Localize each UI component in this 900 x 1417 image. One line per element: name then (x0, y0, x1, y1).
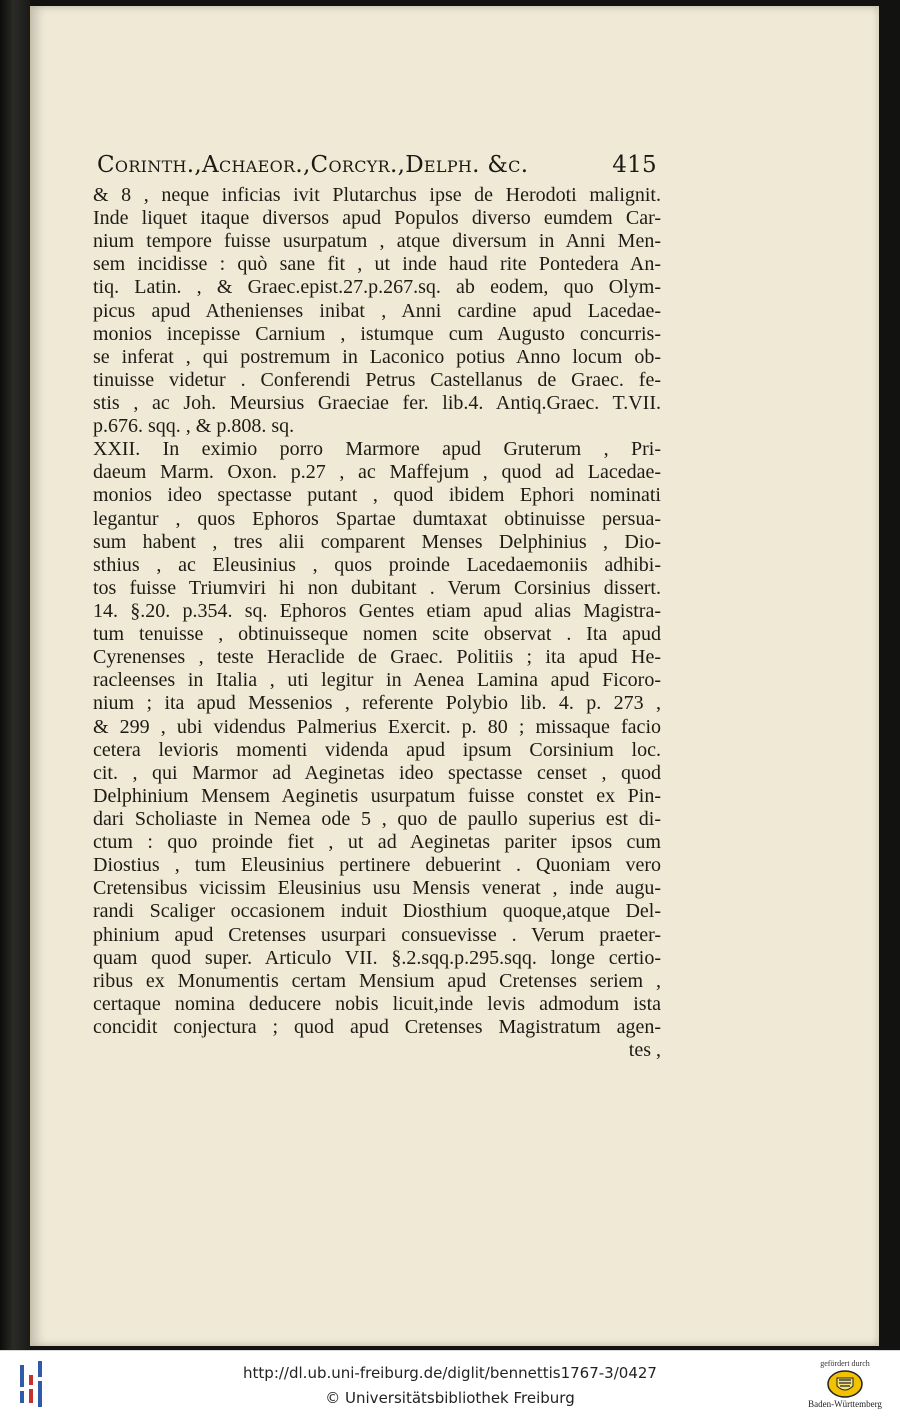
text-line: sem incidisse : quò sane fit , ut inde haud rite Pontedera An- (93, 253, 661, 276)
text-line: cit. , qui Marmor ad Aeginetas ideo spectasse censet , quod (93, 761, 661, 784)
running-header (97, 152, 657, 188)
text-line: ctum : quo proinde fiet , ut ad Aeginetas pariter ipsos cum (93, 831, 661, 854)
text-line: legantur , quos Ephoros Spartae dumtaxat obtinuisse persua- (93, 507, 661, 530)
text-line: tinuisse videtur . Conferendi Petrus Castellanus de Graec. fe- (93, 368, 661, 391)
text-line: se inferat , qui postremum in Laconico potius Anno locum ob- (93, 345, 661, 368)
text-line: Cretensibus vicissim Eleusinius usu Mensis venerat , inde augu- (93, 877, 661, 900)
baden-wuerttemberg-crest-icon (827, 1370, 863, 1398)
text-line: tum tenuisse , obtinuisseque nomen scite observat . Ita apud (93, 623, 661, 646)
sponsor-name: Baden-Württemberg (808, 1399, 882, 1409)
page-number: 415 (612, 152, 657, 178)
text-line: Cyrenenses , teste Heraclide de Graec. Politiis ; ita apud He- (93, 646, 661, 669)
text-line: stis , ac Joh. Meursius Graeciae fer. lib.4. Antiq.Graec. T.VII. (93, 391, 661, 414)
sponsor-label: gefördert durch (820, 1359, 870, 1368)
text-line: certaque nomina deducere nobis licuit,inde levis admodum ista (93, 992, 661, 1015)
text-line: dari Scholiaste in Nemea ode 5 , quo de paullo superius est di- (93, 807, 661, 830)
book-page (30, 6, 879, 1346)
viewer-footer (0, 1350, 900, 1417)
text-line: Inde liquet itaque diversos apud Populos diverso eumdem Car- (93, 207, 661, 230)
header-title: Corinth.,Achaeor.,Corcyr.,Delph. &c. (97, 152, 529, 178)
text-line: daeum Marm. Oxon. p.27 , ac Maffejum , quod ad Lacedae- (93, 461, 661, 484)
permalink-url[interactable]: http://dl.ub.uni-freiburg.de/diglit/bennettis1767-3/0427 (243, 1364, 657, 1382)
text-line: tos fuisse Triumviri hi non dubitant . Verum Corsinius dissert. (93, 576, 661, 599)
text-line: 14. §.20. p.354. sq. Ephoros Gentes etiam apud alias Magistra- (93, 599, 661, 622)
sponsor-block (804, 1357, 886, 1415)
text-line: Delphinium Mensem Aeginetis usurpatum fuisse constet ex Pin- (93, 784, 661, 807)
text-line: p.676. sqq. , & p.808. sq. (93, 415, 295, 438)
text-line: sthius , ac Eleusinius , quos proinde Lacedaemoniis adhibi- (93, 553, 661, 576)
text-line: Diostius , tum Eleusinius pertinere debuerint . Quoniam vero (93, 854, 661, 877)
text-line: phinium apud Cretenses usurpari consuevisse . Verum praeter- (93, 923, 661, 946)
text-line: randi Scaliger occasionem induit Diosthium quoque,atque Del- (93, 900, 661, 923)
text-line: monios ideo spectasse putant , quod ibidem Ephori nominati (93, 484, 661, 507)
text-line: & 8 , neque inficias ivit Plutarchus ipse de Herodoti malignit. (93, 184, 661, 206)
text-line: monios incepisse Carnium , istumque cum Augusto concurris- (93, 322, 661, 345)
text-line: XXII. In eximio porro Marmore apud Gruterum , Pri- (93, 438, 661, 461)
text-line: nium ; ita apud Messenios , referente Polybio lib. 4. p. 273 , (93, 692, 661, 715)
text-line: tiq. Latin. , & Graec.epist.27.p.267.sq. ab eodem, quo Olym- (93, 276, 661, 299)
text-line: tes , (628, 1039, 661, 1062)
text-line: sum habent , tres alii comparent Menses Delphinius , Dio- (93, 530, 661, 553)
text-line: nium tempore fuisse usurpatum , atque diversum in Anni Men- (93, 230, 661, 253)
book-spine (0, 0, 30, 1350)
text-line: ribus ex Monumentis certam Mensium apud Cretenses seriem , (93, 969, 661, 992)
text-line: cetera levioris momenti videnda apud ipsum Corsinium loc. (93, 738, 661, 761)
text-line: & 299 , ubi videndus Palmerius Exercit. p. 80 ; missaque facio (93, 715, 661, 738)
text-line: concidit conjectura ; quod apud Cretenses Magistratum agen- (93, 1015, 661, 1038)
text-line: racleenses in Italia , uti legitur in Aenea Lamina apud Ficoro- (93, 669, 661, 692)
text-line: quam quod super. Articulo VII. §.2.sqq.p.295.sqq. longe certio- (93, 946, 661, 969)
text-line: picus apud Athenienses inibat , Anni cardine apud Lacedae- (93, 299, 661, 322)
copyright-notice: © Universitätsbibliothek Freiburg (325, 1389, 575, 1407)
page-body-text (93, 184, 661, 1062)
